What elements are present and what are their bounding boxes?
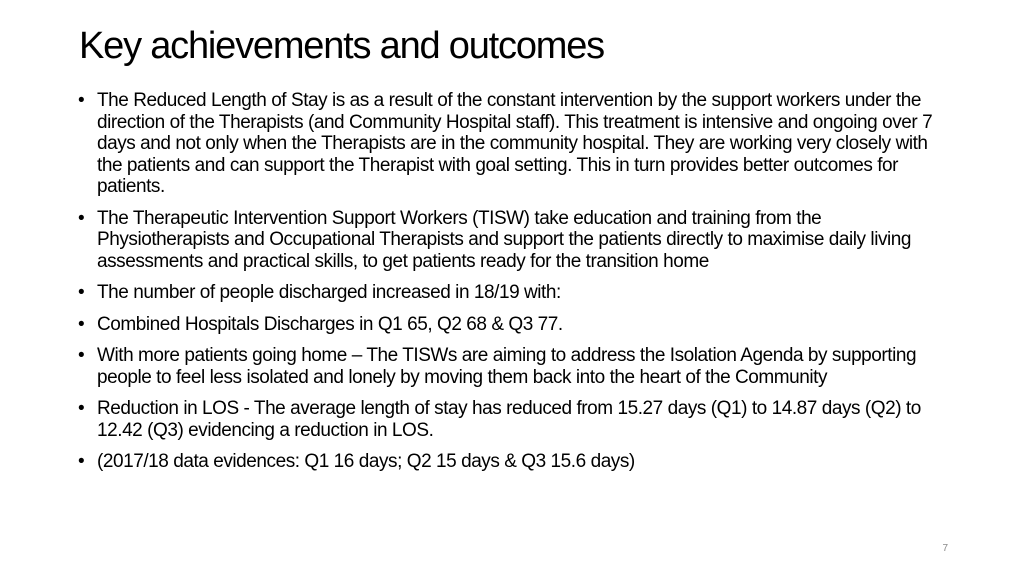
bullet-dot-icon: • — [78, 207, 85, 229]
bullet-text: The Reduced Length of Stay is as a result of the constant intervention by the support workers under the direction of the Therapists (and Community Hospital staff). This treatment is intensive and ongoing over 7 days and not only when the Therapists are in the community hospital. They are working very closely with the patients and can support the Therapist with goal setting. This in turn provides better outcomes for patients. — [97, 90, 933, 197]
bullet-dot-icon: • — [78, 90, 85, 111]
bullet-text: Combined Hospitals Discharges in Q1 65, Q2 68 & Q3 77. — [97, 313, 563, 335]
bullet-item — [74, 345, 950, 388]
bullet-dot-icon: • — [78, 345, 85, 366]
bullet-list — [74, 90, 950, 483]
bullet-text: (2017/18 data evidences: Q1 16 days; Q2 15 days & Q3 15.6 days) — [97, 451, 635, 472]
bullet-dot-icon: • — [78, 313, 85, 335]
bullet-item — [74, 90, 950, 198]
page-number: 7 — [942, 543, 948, 554]
slide-title: Key achievements and outcomes — [79, 25, 604, 67]
bullet-text: Reduction in LOS - The average length of stay has reduced from 15.27 days (Q1) to 14.87 days (Q2) to 12.42 (Q3) evidencing a reduction in LOS. — [97, 398, 921, 441]
bullet-text: The number of people discharged increased in 18/19 with: — [97, 282, 561, 303]
bullet-text: With more patients going home – The TISWs are aiming to address the Isolation Agenda by supporting people to feel less isolated and lonely by moving them back into the heart of the Community — [97, 345, 917, 388]
bullet-text: The Therapeutic Intervention Support Workers (TISW) take education and training from the Physiotherapists and Occupational Therapists and support the patients directly to maximise daily living assessments and practical skills, to get patients ready for the transition home — [97, 207, 912, 272]
bullet-item — [74, 398, 950, 441]
bullet-item — [74, 314, 950, 336]
bullet-dot-icon: • — [78, 451, 85, 472]
bullet-dot-icon: • — [78, 282, 85, 303]
bullet-item — [74, 451, 950, 473]
bullet-item — [74, 282, 950, 304]
bullet-item — [74, 208, 950, 273]
bullet-dot-icon: • — [78, 398, 85, 419]
